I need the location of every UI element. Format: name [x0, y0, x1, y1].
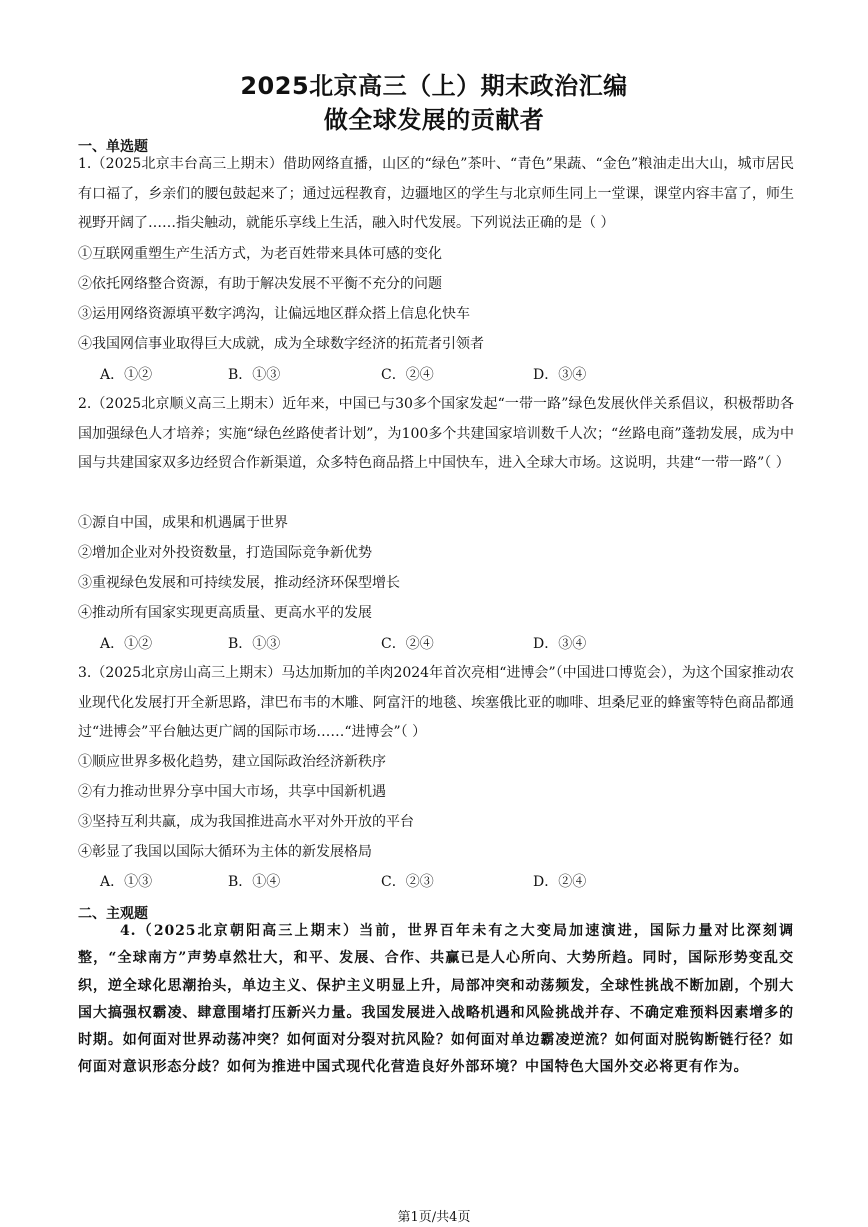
question-1-stem: 1.（2025北京丰台高三上期末）借助网络直播，山区的“绿色”茶叶、“青色”果蔬、“金色”粮油走出大山，城市居民有口福了，乡亲们的腰包鼓起来了；通过远程教育，边疆地区的学生与北京师生同上一堂课，课堂内容丰富了，师生视野开阔了……指尖触动，就能乐享线上生活，融入时代发展。下列说法正确的是（ ） [78, 156, 794, 232]
question-1-item-2: ②依托网络整合资源，有助于解决发展不平衡不充分的问题 [78, 276, 442, 292]
question-1-option-d: D．③④ [533, 367, 587, 383]
question-3-option-b: B．①④ [228, 874, 281, 890]
question-4-stem: 4.（2025北京朝阳高三上期末）当前，世界百年未有之大变局加速演进，国际力量对比深刻调整，“全球南方”声势卓然壮大，和平、发展、合作、共赢已是人心所向、大势所趋。同时，国际形势变乱交织，逆全球化思潮抬头，单边主义、保护主义明显上升，局部冲突和动荡频发，全球性挑战不断加剧，个别大国大搞强权霸凌、肆意围堵打压新兴力量。我国发展进入战略机遇和风险挑战并存、不确定难预料因素增多的时期。如何面对世界动荡冲突？如何面对分裂对抗风险？如何面对单边霸凌逆流？如何面对脱钩断链行径？如何面对意识形态分歧？如何为推进中国式现代化营造良好外部环境？中国特色大国外交必将更有作为。 [78, 923, 794, 1076]
question-3-item-1: ①顺应世界多极化趋势，建立国际政治经济新秩序 [78, 754, 386, 770]
question-3-option-c: C．②③ [381, 874, 434, 890]
question-2-item-4: ④推动所有国家实现更高质量、更高水平的发展 [78, 605, 372, 621]
document-subtitle: 做全球发展的贡献者 [323, 106, 545, 134]
question-2-option-d: D．③④ [533, 636, 587, 652]
question-2-option-a: A．①② [100, 636, 153, 652]
question-2-item-2: ②增加企业对外投资数量，打造国际竞争新优势 [78, 545, 372, 561]
question-3-options [78, 871, 794, 893]
question-3-stem: 3.（2025北京房山高三上期末）马达加斯加的羊肉2024年首次亮相“进博会”（中国进口博览会），为这个国家推动农业现代化发展打开全新思路，津巴布韦的木雕、阿富汗的地毯、埃塞俄比亚的咖啡、坦桑尼亚的蜂蜜等特色商品都通过“进博会”平台触达更广阔的国际市场……“进博会”（ ） [78, 665, 794, 741]
document-title: 2025北京高三（上）期末政治汇编 [240, 72, 628, 100]
page-footer: 第1页/共4页 [397, 1210, 471, 1225]
question-1-item-3: ③运用网络资源填平数字鸿沟，让偏远地区群众搭上信息化快车 [78, 306, 470, 322]
question-1-item-4: ④我国网信事业取得巨大成就，成为全球数字经济的拓荒者引领者 [78, 336, 484, 352]
question-3-item-3: ③坚持互利共赢，成为我国推进高水平对外开放的平台 [78, 814, 414, 830]
question-1-item-1: ①互联网重塑生产生活方式，为老百姓带来具体可感的变化 [78, 246, 442, 262]
question-1-option-c: C．②④ [381, 367, 434, 383]
question-1-option-a: A．①② [100, 367, 153, 383]
section-heading-subjective: 二、主观题 [78, 906, 148, 922]
question-2-stem: 2.（2025北京顺义高三上期末）近年来，中国已与30多个国家发起“一带一路”绿色发展伙伴关系倡议，积极帮助各国加强绿色人才培养；实施“绿色丝路使者计划”，为100多个共建国家培训数千人次；“丝路电商”蓬勃发展，成为中国与共建国家双多边经贸合作新渠道，众多特色商品搭上中国快车，进入全球大市场。这说明，共建“一带一路”（ ） [78, 396, 794, 472]
question-3-option-d: D．②④ [533, 874, 587, 890]
question-2-item-1: ①源自中国，成果和机遇属于世界 [78, 515, 288, 531]
question-1-options [78, 364, 794, 386]
question-3-option-a: A．①③ [100, 874, 153, 890]
question-2-option-b: B．①③ [228, 636, 281, 652]
question-1-option-b: B．①③ [228, 367, 281, 383]
question-3-item-4: ④彰显了我国以国际大循环为主体的新发展格局 [78, 844, 372, 860]
question-2-item-3: ③重视绿色发展和可持续发展，推动经济环保型增长 [78, 575, 400, 591]
question-2-options [78, 633, 794, 655]
section-heading-single-choice: 一、单选题 [78, 139, 148, 155]
question-3-item-2: ②有力推动世界分享中国大市场，共享中国新机遇 [78, 784, 386, 800]
question-2-option-c: C．②④ [381, 636, 434, 652]
